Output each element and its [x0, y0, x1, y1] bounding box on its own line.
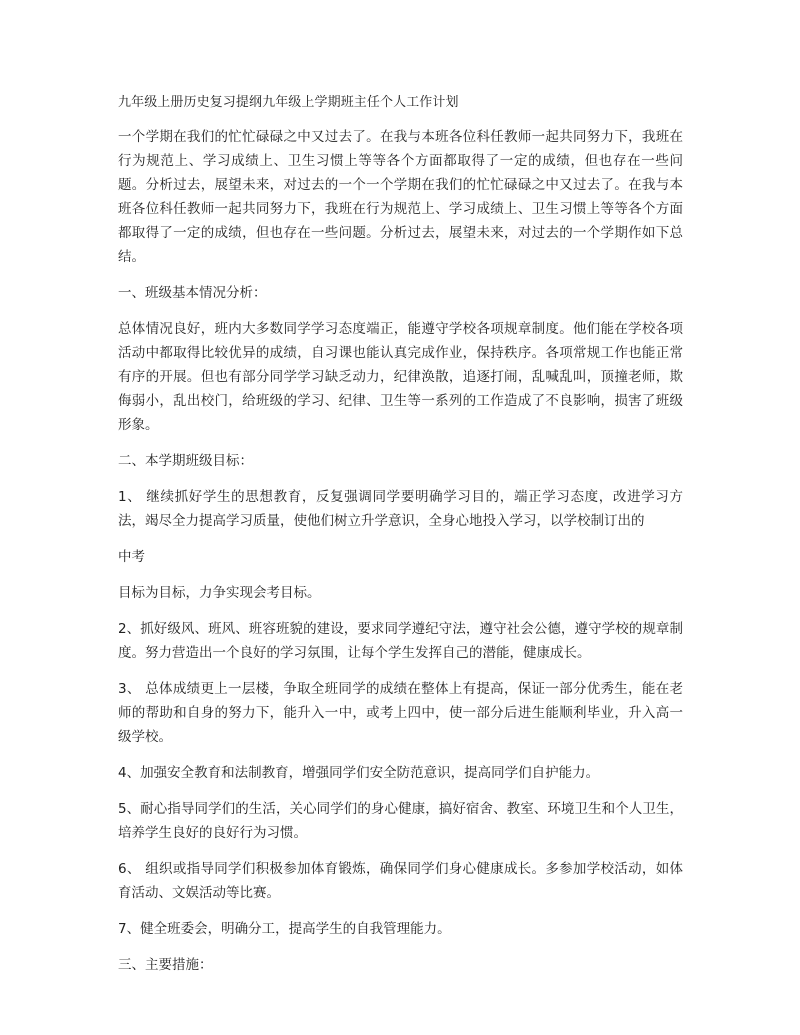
goal-item-5: 5、耐心指导同学们的生活，关心同学们的身心健康，搞好宿舍、教室、环境卫生和个人卫生，培养学生良好的良好行为习惯。: [118, 801, 683, 841]
goal-item-1-break: 中考: [118, 549, 145, 565]
goal-item-7: 7、健全班委会，明确分工，提高学生的自我管理能力。: [118, 921, 451, 937]
section-heading-goals: 二、本学期班级目标：: [118, 453, 253, 469]
goal-item-3: 3、 总体成绩更上一层楼，争取全班同学的成绩在整体上有提高，保证一部分优秀生，能在老师的帮助和自身的努力下，能升入一中，或考上四中，使一部分后进生能顺利毕业，升入高一级学校。: [118, 681, 683, 745]
goal-item-6: 6、 组织或指导同学们积极参加体育锻炼，确保同学们身心健康成长。多参加学校活动，如体育活动、文娱活动等比赛。: [118, 861, 683, 901]
basic-analysis-paragraph: 总体情况良好，班内大多数同学学习态度端正，能遵守学校各项规章制度。他们能在学校各项活动中都取得比较优异的成绩，自习课也能认真完成作业，保持秩序。各项常规工作也能正常有序的开展。但也有部分同学学习缺乏动力，纪律涣散，追逐打闹，乱喊乱叫，顶撞老师，欺侮弱小，乱出校门，给班级的学习、纪律、卫生等一系列的工作造成了不良影响，损害了班级形象。: [118, 321, 683, 433]
intro-paragraph: 一个学期在我们的忙忙碌碌之中又过去了。在我与本班各位科任教师一起共同努力下，我班在行为规范上、学习成绩上、卫生习惯上等等各个方面都取得了一定的成绩，但也存在一些问题。分析过去，展望未来，对过去的一个一个学期在我们的忙忙碌碌之中又过去了。在我与本班各位科任教师一起共同努力下，我班在行为规范上、学习成绩上、卫生习惯上等等各个方面都取得了一定的成绩，但也存在一些问题。分析过去，展望未来，对过去的一个学期作如下总结。: [118, 129, 683, 265]
document-page: [118, 93, 683, 989]
section-heading-measures: 三、主要措施：: [118, 957, 213, 973]
goal-item-2: 2、抓好级风、班风、班容班貌的建设，要求同学遵纪守法，遵守社会公德，遵守学校的规章制度。努力营造出一个良好的学习氛围，让每个学生发挥自己的潜能，健康成长。: [118, 621, 683, 661]
goal-item-1-continued: 目标为目标，力争实现会考目标。: [118, 585, 321, 601]
document-title: 九年级上册历史复习提纲九年级上学期班主任个人工作计划: [118, 95, 459, 110]
goal-item-1: 1、 继续抓好学生的思想教育，反复强调同学要明确学习目的，端正学习态度，改进学习方法，竭尽全力提高学习质量，使他们树立升学意识，全身心地投入学习，以学校制订出的: [118, 489, 683, 529]
section-heading-basic-analysis: 一、班级基本情况分析：: [118, 285, 267, 301]
goal-item-4: 4、加强安全教育和法制教育，增强同学们安全防范意识，提高同学们自护能力。: [118, 765, 600, 781]
